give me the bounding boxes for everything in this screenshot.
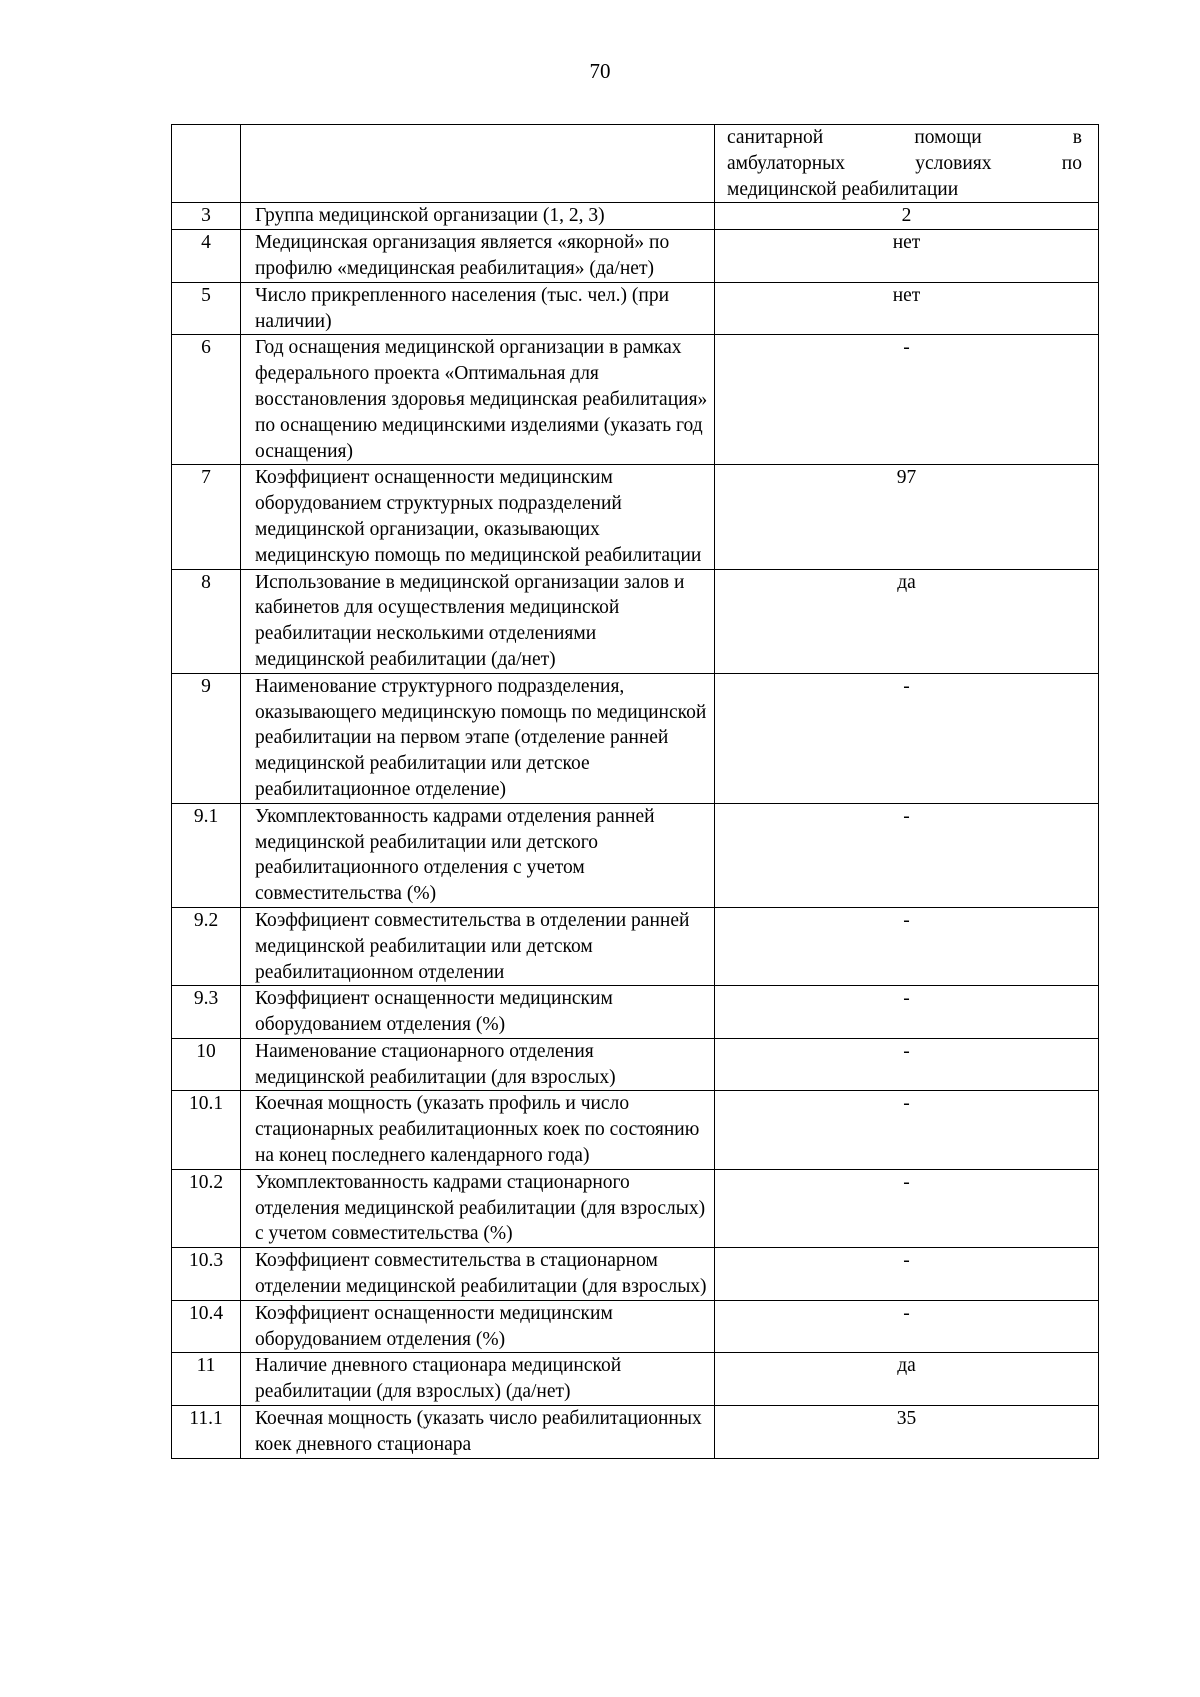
row-value-cell: - [715, 907, 1099, 985]
table-row [172, 1248, 1099, 1301]
table-row [172, 907, 1099, 985]
row-name-cell: Коечная мощность (указать профиль и число стационарных реабилитационных коек по состоянию на конец последнего календарного года) [241, 1091, 715, 1169]
table-row [172, 673, 1099, 803]
table-row [172, 282, 1099, 335]
row-number-cell: 9.1 [172, 803, 241, 907]
table-row [172, 1353, 1099, 1406]
row-value-cell: 97 [715, 465, 1099, 569]
row-name-cell: Укомплектованность кадрами стационарного отделения медицинской реабилитации (для взрослых) с учетом совместительства (%) [241, 1169, 715, 1247]
row-number-cell: 11.1 [172, 1406, 241, 1459]
table-row [172, 1038, 1099, 1091]
row-number-cell: 9.2 [172, 907, 241, 985]
table-row [172, 803, 1099, 907]
continuation-value-line: санитарной помощи в [727, 127, 1082, 148]
row-name-cell: Медицинская организация является «якорной» по профилю «медицинская реабилитация» (да/нет) [241, 230, 715, 283]
row-name-cell: Коэффициент оснащенности медицинским оборудованием отделения (%) [241, 1300, 715, 1353]
row-name-cell: Число прикрепленного населения (тыс. чел.) (при наличии) [241, 282, 715, 335]
row-number-cell: 10.1 [172, 1091, 241, 1169]
row-number-cell: 11 [172, 1353, 241, 1406]
page-number: 70 [589, 59, 611, 83]
table-row [172, 986, 1099, 1039]
table-row [172, 1406, 1099, 1459]
row-value-cell: - [715, 1248, 1099, 1301]
row-value-cell: - [715, 673, 1099, 803]
row-number-cell: 5 [172, 282, 241, 335]
row-name-cell: Коечная мощность (указать число реабилитационных коек дневного стационара [241, 1406, 715, 1459]
row-value-cell: - [715, 1169, 1099, 1247]
row-value-cell: - [715, 803, 1099, 907]
table-row [172, 465, 1099, 569]
row-number-cell: 10.2 [172, 1169, 241, 1247]
row-name-cell: Коэффициент совместительства в стационарном отделении медицинской реабилитации (для взрослых) [241, 1248, 715, 1301]
table-row [172, 230, 1099, 283]
row-name-cell: Группа медицинской организации (1, 2, 3) [241, 203, 715, 230]
table-row [172, 203, 1099, 230]
row-value-cell: - [715, 1300, 1099, 1353]
table-row [172, 1091, 1099, 1169]
row-value-cell: 2 [715, 203, 1099, 230]
row-name-cell: Укомплектованность кадрами отделения ранней медицинской реабилитации или детского реабилитационного отделения с учетом совместительства (%) [241, 803, 715, 907]
row-number-cell: 6 [172, 335, 241, 465]
row-value-cell: да [715, 569, 1099, 673]
row-value-cell: да [715, 1353, 1099, 1406]
table-row [172, 1300, 1099, 1353]
table-row-continuation [172, 125, 1099, 203]
row-value-cell: нет [715, 230, 1099, 283]
continuation-value-line: амбулаторных условиях по [727, 152, 1082, 174]
row-number-cell: 9 [172, 673, 241, 803]
row-number-cell [172, 125, 241, 203]
row-name-cell: Коэффициент совместительства в отделении ранней медицинской реабилитации или детском реабилитационном отделении [241, 907, 715, 985]
row-name-cell: Коэффициент оснащенности медицинским оборудованием структурных подразделений медицинской организации, оказывающих медицинскую помощь по медицинской реабилитации [241, 465, 715, 569]
row-name-cell: Год оснащения медицинской организации в рамках федерального проекта «Оптимальная для восстановления здоровья медицинская реабилитация» по оснащению медицинскими изделиями (указать год оснащения) [241, 335, 715, 465]
row-value-cell: - [715, 1091, 1099, 1169]
row-name-cell: Наименование структурного подразделения, оказывающего медицинскую помощь по медицинской реабилитации на первом этапе (отделение ранней медицинской реабилитации или детское реабилитационное отделение) [241, 673, 715, 803]
continuation-value-text [727, 125, 1086, 202]
row-number-cell: 10 [172, 1038, 241, 1091]
row-name-cell: Наименование стационарного отделения медицинской реабилитации (для взрослых) [241, 1038, 715, 1091]
continuation-value-line: медицинской реабилитации [727, 178, 959, 200]
medical-rehabilitation-table [171, 124, 1099, 1459]
row-number-cell: 9.3 [172, 986, 241, 1039]
row-value-cell: - [715, 986, 1099, 1039]
table-row [172, 335, 1099, 465]
row-number-cell: 7 [172, 465, 241, 569]
row-value-cell: 35 [715, 1406, 1099, 1459]
row-value-cell: - [715, 335, 1099, 465]
row-number-cell: 4 [172, 230, 241, 283]
row-name-cell: Наличие дневного стационара медицинской реабилитации (для взрослых) (да/нет) [241, 1353, 715, 1406]
row-number-cell: 8 [172, 569, 241, 673]
row-value-cell: - [715, 1038, 1099, 1091]
row-number-cell: 10.4 [172, 1300, 241, 1353]
row-name-cell: Коэффициент оснащенности медицинским оборудованием отделения (%) [241, 986, 715, 1039]
row-number-cell: 10.3 [172, 1248, 241, 1301]
table-row [172, 569, 1099, 673]
row-value-cell: нет [715, 282, 1099, 335]
row-number-cell: 3 [172, 203, 241, 230]
row-name-cell [241, 125, 715, 203]
row-value-cell [715, 125, 1099, 203]
table-row [172, 1169, 1099, 1247]
row-name-cell: Использование в медицинской организации залов и кабинетов для осуществления медицинской реабилитации несколькими отделениями медицинской реабилитации (да/нет) [241, 569, 715, 673]
